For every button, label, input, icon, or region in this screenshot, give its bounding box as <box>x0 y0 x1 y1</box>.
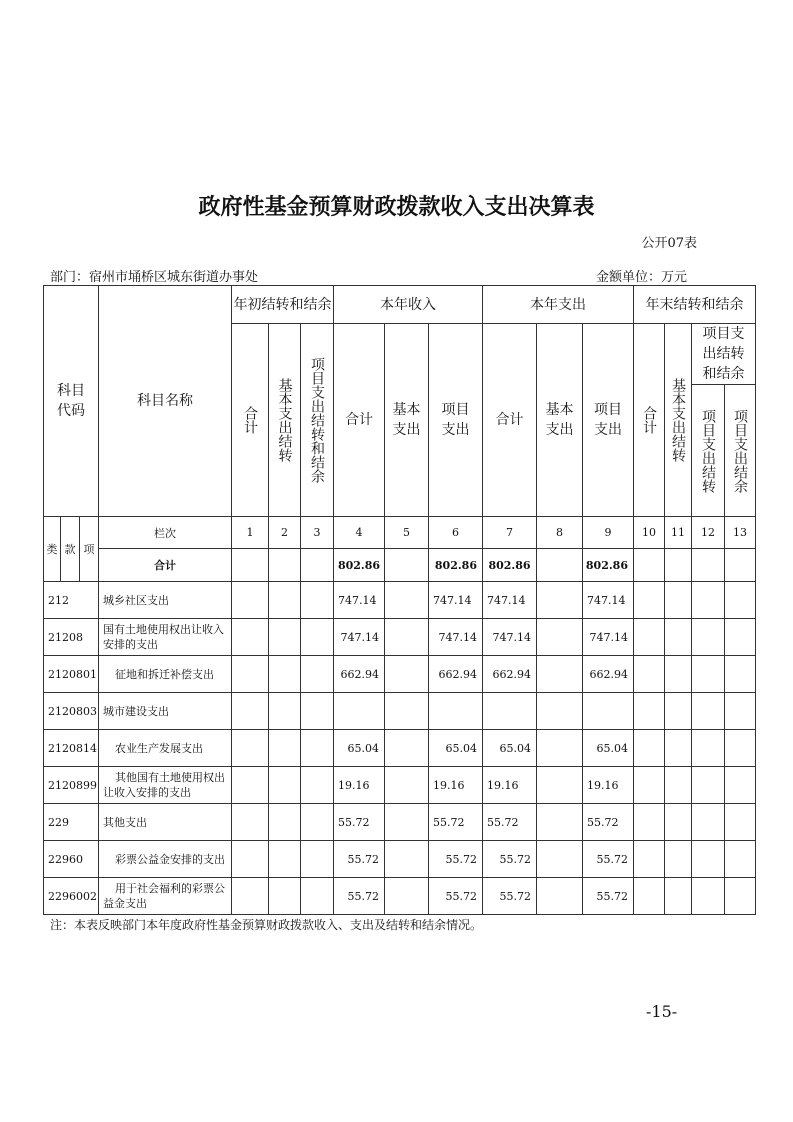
income-total: 747.14 <box>334 619 385 656</box>
subject-name: 彩票公益金安排的支出 <box>99 841 232 878</box>
empty-cell <box>269 767 301 804</box>
total-row <box>44 549 756 582</box>
subject-code: 21208 <box>44 619 99 656</box>
income-total: 19.16 <box>334 767 385 804</box>
expense-project: 19.16 <box>583 767 634 804</box>
empty-cell <box>634 582 665 619</box>
empty-cell <box>301 582 334 619</box>
empty-cell <box>301 730 334 767</box>
header-opening-total: 合计 <box>232 324 269 517</box>
empty-cell <box>537 841 583 878</box>
header-expense: 本年支出 <box>483 286 634 324</box>
income-total <box>334 693 385 730</box>
header-opening-project: 项目支出结转和结余 <box>301 324 334 517</box>
empty-cell <box>665 619 692 656</box>
table-row <box>44 841 756 878</box>
empty-cell <box>269 656 301 693</box>
expense-total: 65.04 <box>483 730 537 767</box>
col-num: 13 <box>725 517 756 549</box>
subject-code: 2120899 <box>44 767 99 804</box>
table-row <box>44 693 756 730</box>
empty-cell <box>301 841 334 878</box>
empty-cell <box>537 878 583 915</box>
header-closing-project: 项目支出结转和结余 <box>692 324 756 385</box>
column-number-row <box>44 517 756 549</box>
total-c4: 802.86 <box>334 549 385 582</box>
income-total: 747.14 <box>334 582 385 619</box>
department-label: 部门：宿州市埇桥区城东街道办事处 <box>50 270 259 285</box>
empty-cell <box>385 804 429 841</box>
empty-cell <box>634 804 665 841</box>
empty-cell <box>537 804 583 841</box>
total-c7: 802.86 <box>483 549 537 582</box>
empty-cell <box>692 693 725 730</box>
col-num: 9 <box>583 517 634 549</box>
header-income-project: 项目支出 <box>429 324 483 517</box>
income-project: 747.14 <box>429 619 483 656</box>
subject-code: 22960 <box>44 841 99 878</box>
empty-cell <box>634 693 665 730</box>
empty-cell <box>232 582 269 619</box>
empty-cell <box>385 878 429 915</box>
empty-cell <box>665 767 692 804</box>
header-expense-project: 项目支出 <box>583 324 634 517</box>
empty-cell <box>634 730 665 767</box>
empty-cell <box>634 767 665 804</box>
col-num: 6 <box>429 517 483 549</box>
empty-cell <box>634 619 665 656</box>
subject-name: 城市建设支出 <box>99 693 232 730</box>
income-project: 55.72 <box>429 878 483 915</box>
table-row <box>44 582 756 619</box>
empty-cell <box>537 730 583 767</box>
empty-cell <box>692 730 725 767</box>
empty-cell <box>725 841 756 878</box>
empty-cell <box>725 619 756 656</box>
income-project <box>429 693 483 730</box>
total-c6: 802.86 <box>429 549 483 582</box>
table-row <box>44 804 756 841</box>
empty-cell <box>665 730 692 767</box>
header-income-total: 合计 <box>334 324 385 517</box>
empty-cell <box>725 693 756 730</box>
empty-cell <box>385 656 429 693</box>
empty-cell <box>665 841 692 878</box>
col-num: 8 <box>537 517 583 549</box>
expense-total: 747.14 <box>483 582 537 619</box>
subject-code: 229 <box>44 804 99 841</box>
expense-project: 55.72 <box>583 841 634 878</box>
empty-cell <box>634 656 665 693</box>
expense-total: 55.72 <box>483 804 537 841</box>
empty-cell <box>269 878 301 915</box>
empty-cell <box>232 841 269 878</box>
header-income: 本年收入 <box>334 286 483 324</box>
empty-cell <box>692 656 725 693</box>
subject-name: 征地和拆迁补偿支出 <box>99 656 232 693</box>
empty-cell <box>269 693 301 730</box>
empty-cell <box>232 767 269 804</box>
subject-code: 212 <box>44 582 99 619</box>
table-row <box>44 656 756 693</box>
empty-cell <box>232 619 269 656</box>
header-closing-basic: 基本支出结转 <box>665 324 692 517</box>
header-closing-total: 合计 <box>634 324 665 517</box>
income-project: 65.04 <box>429 730 483 767</box>
subject-code: 2120803 <box>44 693 99 730</box>
empty-cell <box>385 582 429 619</box>
empty-cell <box>692 767 725 804</box>
header-code: 科目代码 <box>44 286 99 517</box>
subject-name: 其他国有土地使用权出让收入安排的支出 <box>99 767 232 804</box>
empty-cell <box>537 656 583 693</box>
empty-cell <box>385 693 429 730</box>
total-label: 合计 <box>99 549 232 582</box>
empty-cell <box>692 619 725 656</box>
unit-label: 金额单位：万元 <box>596 270 688 285</box>
income-total: 65.04 <box>334 730 385 767</box>
empty-cell <box>385 841 429 878</box>
expense-project: 65.04 <box>583 730 634 767</box>
empty-cell <box>385 619 429 656</box>
header-name: 科目名称 <box>99 286 232 517</box>
empty-cell <box>725 730 756 767</box>
header-opening: 年初结转和结余 <box>232 286 334 324</box>
expense-project: 662.94 <box>583 656 634 693</box>
header-expense-basic: 基本支出 <box>537 324 583 517</box>
col-num: 7 <box>483 517 537 549</box>
subject-name: 国有土地使用权出让收入安排的支出 <box>99 619 232 656</box>
expense-total: 662.94 <box>483 656 537 693</box>
table-row <box>44 619 756 656</box>
income-total: 662.94 <box>334 656 385 693</box>
empty-cell <box>232 693 269 730</box>
empty-cell <box>232 656 269 693</box>
empty-cell <box>692 582 725 619</box>
col-num: 3 <box>301 517 334 549</box>
empty-cell <box>269 619 301 656</box>
empty-cell <box>634 878 665 915</box>
empty-cell <box>301 693 334 730</box>
income-project: 662.94 <box>429 656 483 693</box>
table-row <box>44 730 756 767</box>
empty-cell <box>725 804 756 841</box>
subject-code: 2296002 <box>44 878 99 915</box>
table-row <box>44 767 756 804</box>
empty-cell <box>692 841 725 878</box>
header-closing-project-carry: 项目支出结转 <box>692 385 725 517</box>
empty-cell <box>301 767 334 804</box>
empty-cell <box>537 582 583 619</box>
header-kuan: 款 <box>61 517 80 582</box>
income-total: 55.72 <box>334 878 385 915</box>
expense-total: 55.72 <box>483 841 537 878</box>
empty-cell <box>725 582 756 619</box>
page-title: 政府性基金预算财政拨款收入支出决算表 <box>198 195 595 220</box>
empty-cell <box>385 730 429 767</box>
form-number: 公开07表 <box>641 236 697 251</box>
income-project: 19.16 <box>429 767 483 804</box>
empty-cell <box>301 619 334 656</box>
empty-cell <box>537 619 583 656</box>
empty-cell <box>385 767 429 804</box>
income-total: 55.72 <box>334 804 385 841</box>
page-number: -15- <box>646 1002 678 1021</box>
empty-cell <box>692 804 725 841</box>
empty-cell <box>665 693 692 730</box>
header-closing-project-surplus: 项目支出结余 <box>725 385 756 517</box>
empty-cell <box>269 582 301 619</box>
income-total: 55.72 <box>334 841 385 878</box>
header-xiang: 项 <box>80 517 99 582</box>
subject-name: 用于社会福利的彩票公益金支出 <box>99 878 232 915</box>
empty-cell <box>232 878 269 915</box>
expense-total: 55.72 <box>483 878 537 915</box>
empty-cell <box>269 804 301 841</box>
table-row <box>44 878 756 915</box>
empty-cell <box>269 730 301 767</box>
header-lei: 类 <box>44 517 61 582</box>
header-income-basic: 基本支出 <box>385 324 429 517</box>
expense-total: 19.16 <box>483 767 537 804</box>
empty-cell <box>301 656 334 693</box>
expense-project: 55.72 <box>583 804 634 841</box>
empty-cell <box>665 804 692 841</box>
col-num: 12 <box>692 517 725 549</box>
table-note: 注：本表反映部门本年度政府性基金预算财政拨款收入、支出及结转和结余情况。 <box>50 918 483 932</box>
empty-cell <box>269 841 301 878</box>
col-num: 2 <box>269 517 301 549</box>
subject-name: 城乡社区支出 <box>99 582 232 619</box>
subject-code: 2120801 <box>44 656 99 693</box>
total-c9: 802.86 <box>583 549 634 582</box>
col-num: 10 <box>634 517 665 549</box>
empty-cell <box>692 878 725 915</box>
subject-name: 其他支出 <box>99 804 232 841</box>
empty-cell <box>665 582 692 619</box>
expense-project: 55.72 <box>583 878 634 915</box>
income-project: 747.14 <box>429 582 483 619</box>
empty-cell <box>537 767 583 804</box>
empty-cell <box>232 730 269 767</box>
col-num: 1 <box>232 517 269 549</box>
empty-cell <box>301 804 334 841</box>
expense-total <box>483 693 537 730</box>
col-num: 11 <box>665 517 692 549</box>
income-project: 55.72 <box>429 841 483 878</box>
empty-cell <box>634 841 665 878</box>
empty-cell <box>725 656 756 693</box>
header-opening-basic: 基本支出结转 <box>269 324 301 517</box>
empty-cell <box>725 878 756 915</box>
empty-cell <box>301 878 334 915</box>
empty-cell <box>665 656 692 693</box>
expense-project: 747.14 <box>583 619 634 656</box>
header-expense-total: 合计 <box>483 324 537 517</box>
empty-cell <box>665 878 692 915</box>
header-lanci: 栏次 <box>99 517 232 549</box>
expense-project <box>583 693 634 730</box>
col-num: 4 <box>334 517 385 549</box>
subject-name: 农业生产发展支出 <box>99 730 232 767</box>
income-project: 55.72 <box>429 804 483 841</box>
expense-total: 747.14 <box>483 619 537 656</box>
empty-cell <box>725 767 756 804</box>
header-closing: 年末结转和结余 <box>634 286 756 324</box>
col-num: 5 <box>385 517 429 549</box>
budget-table <box>43 285 756 915</box>
empty-cell <box>232 804 269 841</box>
empty-cell <box>537 693 583 730</box>
expense-project: 747.14 <box>583 582 634 619</box>
subject-code: 2120814 <box>44 730 99 767</box>
